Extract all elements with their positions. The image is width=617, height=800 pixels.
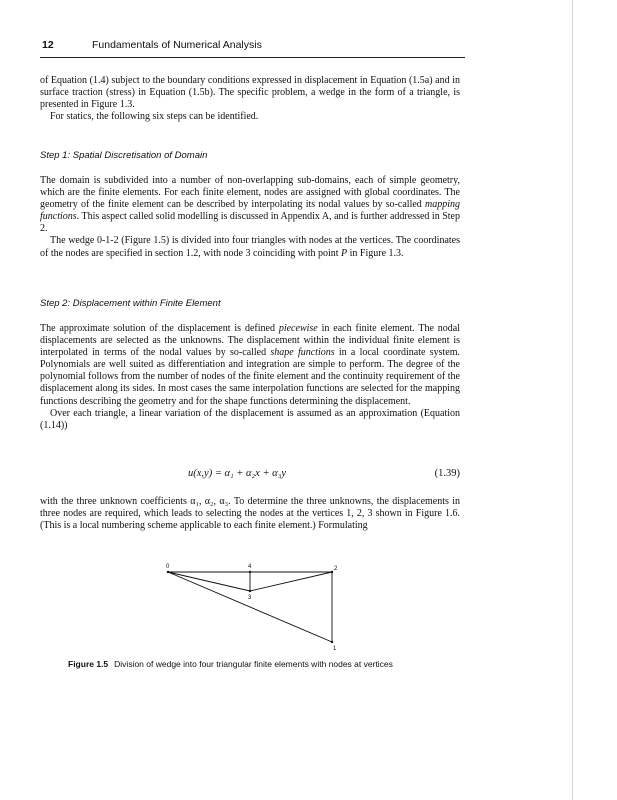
equation-1-39	[40, 468, 460, 482]
edge-3-2	[250, 572, 332, 591]
figure-caption-text: Division of wedge into four triangular finite elements with nodes at vertices	[114, 659, 393, 669]
figure-caption	[68, 659, 393, 669]
intro-paragraph: of Equation (1.4) subject to the boundary conditions expressed in displacement in Equation (1.5a) and in surface traction (stress) in Equation (1.5b). The specific problem, a wedge in the form of a triangle, is presented in Figure 1.3.	[40, 75, 460, 111]
step1-paragraph-1: The domain is subdivided into a number of non-overlapping sub-domains, each of simple geometry, which are the finite elements. For each finite element, nodes are assigned with global coordinates. The geometry of the finite element can be described by interpolating its nodal values by so-called mapping functions. This aspect called solid modelling is discussed in Appendix A, and is further addressed in Step 2.	[40, 175, 460, 235]
equation-number: (1.39)	[434, 468, 460, 479]
page-number: 12	[42, 39, 54, 51]
step2-paragraph-2: Over each triangle, a linear variation of the displacement is assumed as an approximation (Equation (1.14))	[40, 407, 460, 431]
node-label-2: 2	[334, 566, 338, 572]
running-header	[40, 37, 465, 58]
wedge-mesh-figure	[160, 560, 350, 652]
figure-caption-label: Figure 1.5	[68, 659, 109, 669]
running-title: Fundamentals of Numerical Analysis	[92, 39, 262, 51]
step2-paragraph-3: with the three unknown coefficients α₁, α₂, α₃. To determine the three unknowns, the displacements in three nodes are required, which leads to selecting the nodes at the vertices 1, 2, 3 shown in Figure 1.6. (This is a local numbering scheme applicable to each finite element.) Formulating	[40, 496, 460, 532]
step2-paragraph-1: The approximate solution of the displacement is defined piecewise in each finite element. The nodal displacements are selected as the unknowns. The displacement within the individual finite element is interpolated in terms of the nodal values by so-called shape functions in a local coordinate system. Polynomials are well suited as differentiation and integration are simple to perform. The degree of the polynomial follows from the number of nodes of the finite element and the continuity requirement of the displacement along its sides. In most cases the same interpolation functions are selected for the mapping functions describing the geometry and for the shape functions determining the displacement.	[40, 323, 460, 407]
node-marker-1	[331, 641, 333, 643]
edge-0-3	[168, 572, 250, 591]
step2-text	[40, 323, 460, 432]
node-marker-2	[331, 571, 333, 573]
intro-steps-paragraph: For statics, the following six steps can be identified.	[50, 111, 259, 123]
node-marker-0	[167, 571, 169, 573]
node-marker-3	[249, 590, 251, 592]
node-label-0: 0	[166, 564, 170, 570]
step1-paragraph-2: The wedge 0-1-2 (Figure 1.5) is divided into four triangles with nodes at the vertices. The coordinates of the nodes are specified in section 1.2, with node 3 coinciding with point P in Figure 1.3.	[40, 235, 460, 259]
node-label-1: 1	[333, 646, 337, 652]
equation-body: u(x,y) = α₁ + α₂x + α₃y	[188, 468, 287, 479]
step1-text	[40, 175, 460, 260]
node-marker-4	[249, 571, 251, 573]
step2-heading: Step 2: Displacement within Finite Element	[40, 298, 221, 309]
mesh-lines	[168, 572, 332, 642]
step2-text-continued	[40, 496, 460, 532]
step1-heading: Step 1: Spatial Discretisation of Domain	[40, 150, 208, 161]
node-label-3: 3	[248, 595, 252, 601]
intro-text	[40, 75, 460, 123]
page-edge	[572, 0, 573, 800]
node-label-4: 4	[248, 564, 252, 570]
